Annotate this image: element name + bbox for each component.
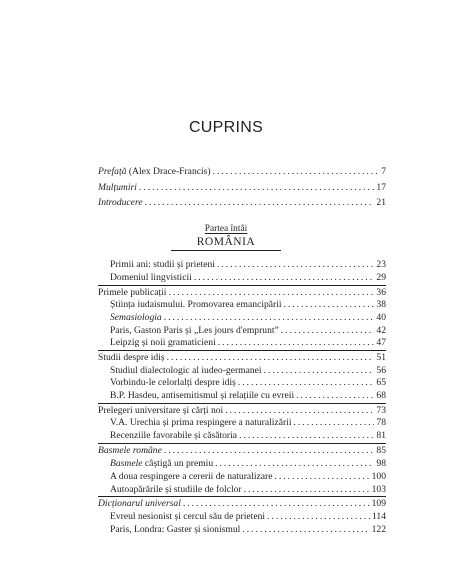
toc-entry-label: Primii ani: studii și prieteni [110, 259, 215, 270]
toc-entry[interactable] [110, 377, 386, 389]
toc-entry-label: Leipzig și noii gramaticieni [110, 337, 216, 348]
toc-entry-page: 17 [376, 182, 386, 193]
toc-entry-label: Mulțumiri [98, 182, 137, 193]
toc-entry-page: 40 [376, 312, 386, 323]
toc-entry-introducere[interactable] [98, 197, 386, 209]
toc-entry-page: 47 [376, 337, 386, 348]
toc-entry-page: 109 [371, 498, 386, 509]
toc-entry[interactable] [110, 299, 386, 311]
toc-entry[interactable] [110, 312, 386, 324]
toc-entry[interactable] [110, 259, 386, 271]
toc-entry[interactable] [110, 430, 386, 442]
toc-entry-label: Prefață [98, 166, 127, 177]
toc-entry-page: 103 [371, 484, 386, 495]
leader-dots [139, 182, 374, 194]
toc-entry-page: 85 [376, 445, 386, 456]
leader-dots [281, 325, 375, 337]
toc-entry-label: Basmele române [98, 445, 162, 456]
toc-entry[interactable] [98, 445, 386, 457]
toc-entry-page: 36 [376, 287, 386, 298]
part-title: ROMÂNIA [196, 236, 256, 248]
leader-dots [215, 458, 374, 470]
toc-entry-label: B.P. Hasdeu, antisemitismul și relațiile cu evreii [110, 390, 295, 401]
toc-entry-page: 29 [376, 272, 386, 283]
toc-entry[interactable] [110, 511, 386, 523]
toc-entry-label: Vorbindu-le celorlalți despre idiș [110, 377, 236, 388]
toc-entry[interactable] [98, 352, 386, 364]
toc-entry-multumiri[interactable] [98, 182, 386, 194]
toc-entry-page: 114 [371, 511, 386, 522]
toc-entry-label: Studii despre idiș [98, 352, 165, 363]
toc-entry-label: Paris, Gaston Paris și „Les jours d'emprunt” [110, 325, 279, 336]
leader-dots [284, 299, 375, 311]
section-divider [98, 496, 386, 497]
leader-dots [167, 352, 375, 364]
toc-entry-label: Evreul nesionist și cercul său de prieteni [110, 511, 266, 522]
toc-entry-label: Știința iudaismului. Promovarea emancipării [110, 299, 282, 310]
toc-entry[interactable] [110, 365, 386, 377]
section-divider [98, 285, 386, 286]
section-divider [98, 350, 386, 351]
toc-entry-label: Primele publicații [98, 287, 167, 298]
toc-entry[interactable] [110, 417, 386, 429]
toc-entry-page: 21 [376, 197, 386, 208]
toc-entry-page: 73 [376, 405, 386, 416]
toc-entry-label: Paris, Londra: Gaster și sionismul [110, 524, 241, 535]
toc-entry[interactable] [98, 287, 386, 299]
page-title: CUPRINS [188, 119, 264, 136]
leader-dots [264, 365, 375, 377]
leader-dots [294, 417, 375, 429]
toc-entry-page: 23 [376, 259, 386, 270]
leader-dots [164, 445, 375, 457]
toc-entry-page: 100 [371, 471, 386, 482]
toc-entry[interactable] [98, 498, 386, 510]
toc-entry-page: 51 [376, 352, 386, 363]
leader-dots [213, 166, 380, 178]
toc-entry[interactable] [110, 458, 386, 470]
toc-entry-page: 81 [376, 430, 386, 441]
section-divider [98, 403, 386, 404]
toc-entry-label: Introducere [98, 197, 143, 208]
leader-dots [238, 377, 375, 389]
leader-dots [239, 430, 374, 442]
toc-entry-page: 56 [376, 365, 386, 376]
toc-entry-page: 68 [376, 390, 386, 401]
leader-dots [242, 524, 369, 536]
leader-dots [267, 511, 370, 523]
section-divider [98, 443, 386, 444]
toc-entry-page: 78 [376, 417, 386, 428]
toc-entry-label: Autoapărările și studiile de folclor [110, 484, 242, 495]
leader-dots [183, 498, 370, 510]
toc-entry-prefata[interactable] [98, 166, 386, 178]
toc-entry-label: Studiul dialectologic al iudeo-germanei [110, 365, 262, 376]
toc-entry-page: 98 [376, 458, 386, 469]
toc-entry-label: Dicționarul universal [98, 498, 181, 509]
leader-dots [296, 390, 374, 402]
toc-entry[interactable] [110, 390, 386, 402]
leader-dots [244, 484, 370, 496]
toc-entry[interactable] [98, 405, 386, 417]
toc-entry[interactable] [110, 337, 386, 349]
toc-entry-page: 65 [376, 377, 386, 388]
part-label: Partea întâi [204, 224, 248, 234]
toc-entry-label: Recenziile favorabile și căsătoria [110, 430, 238, 441]
toc-entry[interactable] [110, 484, 386, 496]
toc-entry-page: 38 [376, 299, 386, 310]
toc-entry-label-suffix: (Alex Drace-Francis) [126, 166, 211, 177]
leader-dots [217, 259, 374, 271]
leader-dots [274, 471, 369, 483]
toc-entry[interactable] [110, 471, 386, 483]
toc-entry[interactable] [110, 272, 386, 284]
leader-dots [164, 312, 375, 324]
leader-dots [145, 197, 375, 209]
toc-entry-label: câștigă un premiu [144, 458, 214, 469]
leader-dots [218, 337, 375, 349]
leader-dots [194, 272, 375, 284]
toc-entry-label: V.A. Urechia și prima respingere a naturalizării [110, 417, 292, 428]
leader-dots [168, 287, 374, 299]
toc-entry[interactable] [110, 325, 386, 337]
toc-entry-label: A doua respingere a cererii de naturalizare [110, 471, 273, 482]
toc-entry-label-italic: Basmele [110, 458, 143, 469]
toc-entry-label: Prelegeri universitare și cărți noi [98, 405, 224, 416]
toc-entry-label: Semasiologia [110, 312, 162, 323]
toc-entry-page: 122 [371, 524, 386, 535]
part-title-rule [171, 250, 281, 251]
toc-entry-page: 42 [376, 325, 386, 336]
leader-dots [225, 405, 374, 417]
toc-entry-label: Domeniul lingvisticii [110, 272, 192, 283]
toc-entry[interactable] [110, 524, 386, 536]
toc-entry-page: 7 [381, 166, 386, 177]
